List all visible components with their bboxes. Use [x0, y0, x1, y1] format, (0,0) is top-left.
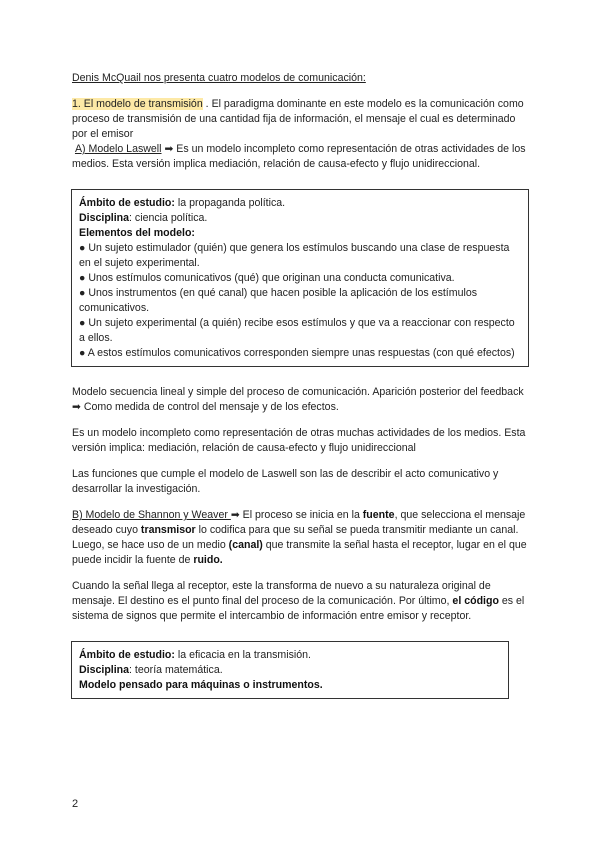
shannon-paragraph — [72, 508, 532, 568]
arrow-icon: ➡ — [164, 143, 174, 155]
box2-modelo — [79, 678, 502, 693]
model1-title: 1. El modelo de transmisión — [72, 98, 203, 110]
box2-disciplina — [79, 663, 502, 678]
senal-text: Cuando la señal llega al receptor, este la transforma de nuevo a su naturaleza original de mensaje. El destino es el punto final del proceso de la comunicación. Por último, — [72, 580, 491, 607]
box2-ambito-value: la eficacia en la transmisión. — [174, 649, 311, 661]
box1-elementos — [79, 226, 522, 241]
box1-elementos-label: Elementos del modelo: — [79, 227, 195, 239]
heading-text: Denis McQuail nos presenta cuatro modelos de comunicación: — [72, 72, 366, 84]
shannon-summary-box — [71, 641, 509, 699]
page-number: 2 — [72, 798, 79, 810]
model1-text: . El paradigma dominante en este modelo es la comunicación como proceso de transmisión de una cantidad fija de información, el mensaje el cual es determinado por el emisor — [72, 98, 524, 140]
incompleto-paragraph: Es un modelo incompleto como representación de otras muchas actividades de los medios. Esta versión implica: mediación, relación de causa-efecto y flujo unidireccional — [72, 427, 526, 454]
box2-ambito — [79, 648, 502, 663]
model1-paragraph — [72, 97, 532, 142]
box1-bullet: ● Un sujeto estimulador (quién) que genera los estímulos buscando una clase de respuesta en el sujeto experimental. — [79, 242, 510, 269]
box1-bullet: ● Un sujeto experimental (a quién) recibe esos estímulos y que va a reaccionar con respecto a ellos. — [79, 317, 515, 344]
secuencia-paragraph — [72, 385, 532, 415]
box1-disciplina-label: Disciplina — [79, 212, 130, 224]
box1-ambito — [79, 196, 522, 211]
document-page — [72, 71, 532, 699]
funciones-paragraph: Las funciones que cumple el modelo de Laswell son las de describir el acto comunicativo y desarrollar la investigación. — [72, 468, 499, 495]
box1-disciplina-value: : ciencia política. — [129, 212, 208, 224]
box1-bullet: ● Unos estímulos comunicativos (qué) que originan una conducta comunicativa. — [79, 272, 455, 284]
box2-disciplina-value: : teoría matemática. — [129, 664, 223, 676]
box1-bullet: ● A estos estímulos comunicativos corresponden siempre unas respuestas (con qué efectos) — [79, 347, 515, 359]
arrow-icon: ➡ — [230, 509, 240, 521]
box2-disciplina-label: Disciplina — [79, 664, 130, 676]
senal-paragraph — [72, 579, 532, 624]
senal-bold: el código — [452, 595, 499, 607]
senal-text: es el sistema de signos que permite el intercambio de información entre emisor y receptor. — [72, 595, 525, 622]
laswell-summary-box — [71, 189, 529, 367]
laswell-paragraph — [72, 142, 532, 172]
box1-ambito-label: Ámbito de estudio: — [79, 197, 175, 209]
page-heading — [72, 71, 532, 86]
laswell-label: A) Modelo Laswell — [74, 143, 162, 155]
box1-ambito-value: la propaganda política. — [174, 197, 286, 209]
secuencia-text2: Como medida de control del mensaje y de los efectos. — [80, 401, 339, 413]
shannon-text: , que selecciona el mensaje deseado cuyo — [72, 509, 526, 536]
arrow-icon: ➡ — [72, 401, 81, 413]
box2-ambito-label: Ámbito de estudio: — [79, 649, 175, 661]
shannon-text: El proceso se inicia en la — [239, 509, 363, 521]
shannon-bold: fuente — [362, 509, 395, 521]
shannon-bold: transmisor — [140, 524, 196, 536]
box1-disciplina — [79, 211, 522, 226]
secuencia-text1: Modelo secuencia lineal y simple del proceso de comunicación. Aparición posterior del feedback — [72, 386, 524, 398]
laswell-text: Es un modelo incompleto como representación de otras actividades de los medios. Esta versión implica mediación, relación de causa-efecto y flujo unidireccional. — [72, 143, 526, 170]
box1-bullet: ● Unos instrumentos (en qué canal) que hacen posible la aplicación de los estímulos comunicativos. — [79, 287, 478, 314]
shannon-bold: ruido. — [193, 554, 223, 566]
shannon-text: que transmite la señal hasta el receptor, lugar en el que puede incidir la fuente de — [72, 539, 527, 566]
shannon-bold: (canal) — [228, 539, 263, 551]
box2-modelo-text: Modelo pensado para máquinas o instrumentos. — [79, 679, 323, 691]
shannon-text: lo codifica para que su señal se pueda transmitir mediante un canal. Luego, se hace uso de un medio — [72, 524, 519, 551]
shannon-label: B) Modelo de Shannon y Weaver — [72, 509, 231, 521]
